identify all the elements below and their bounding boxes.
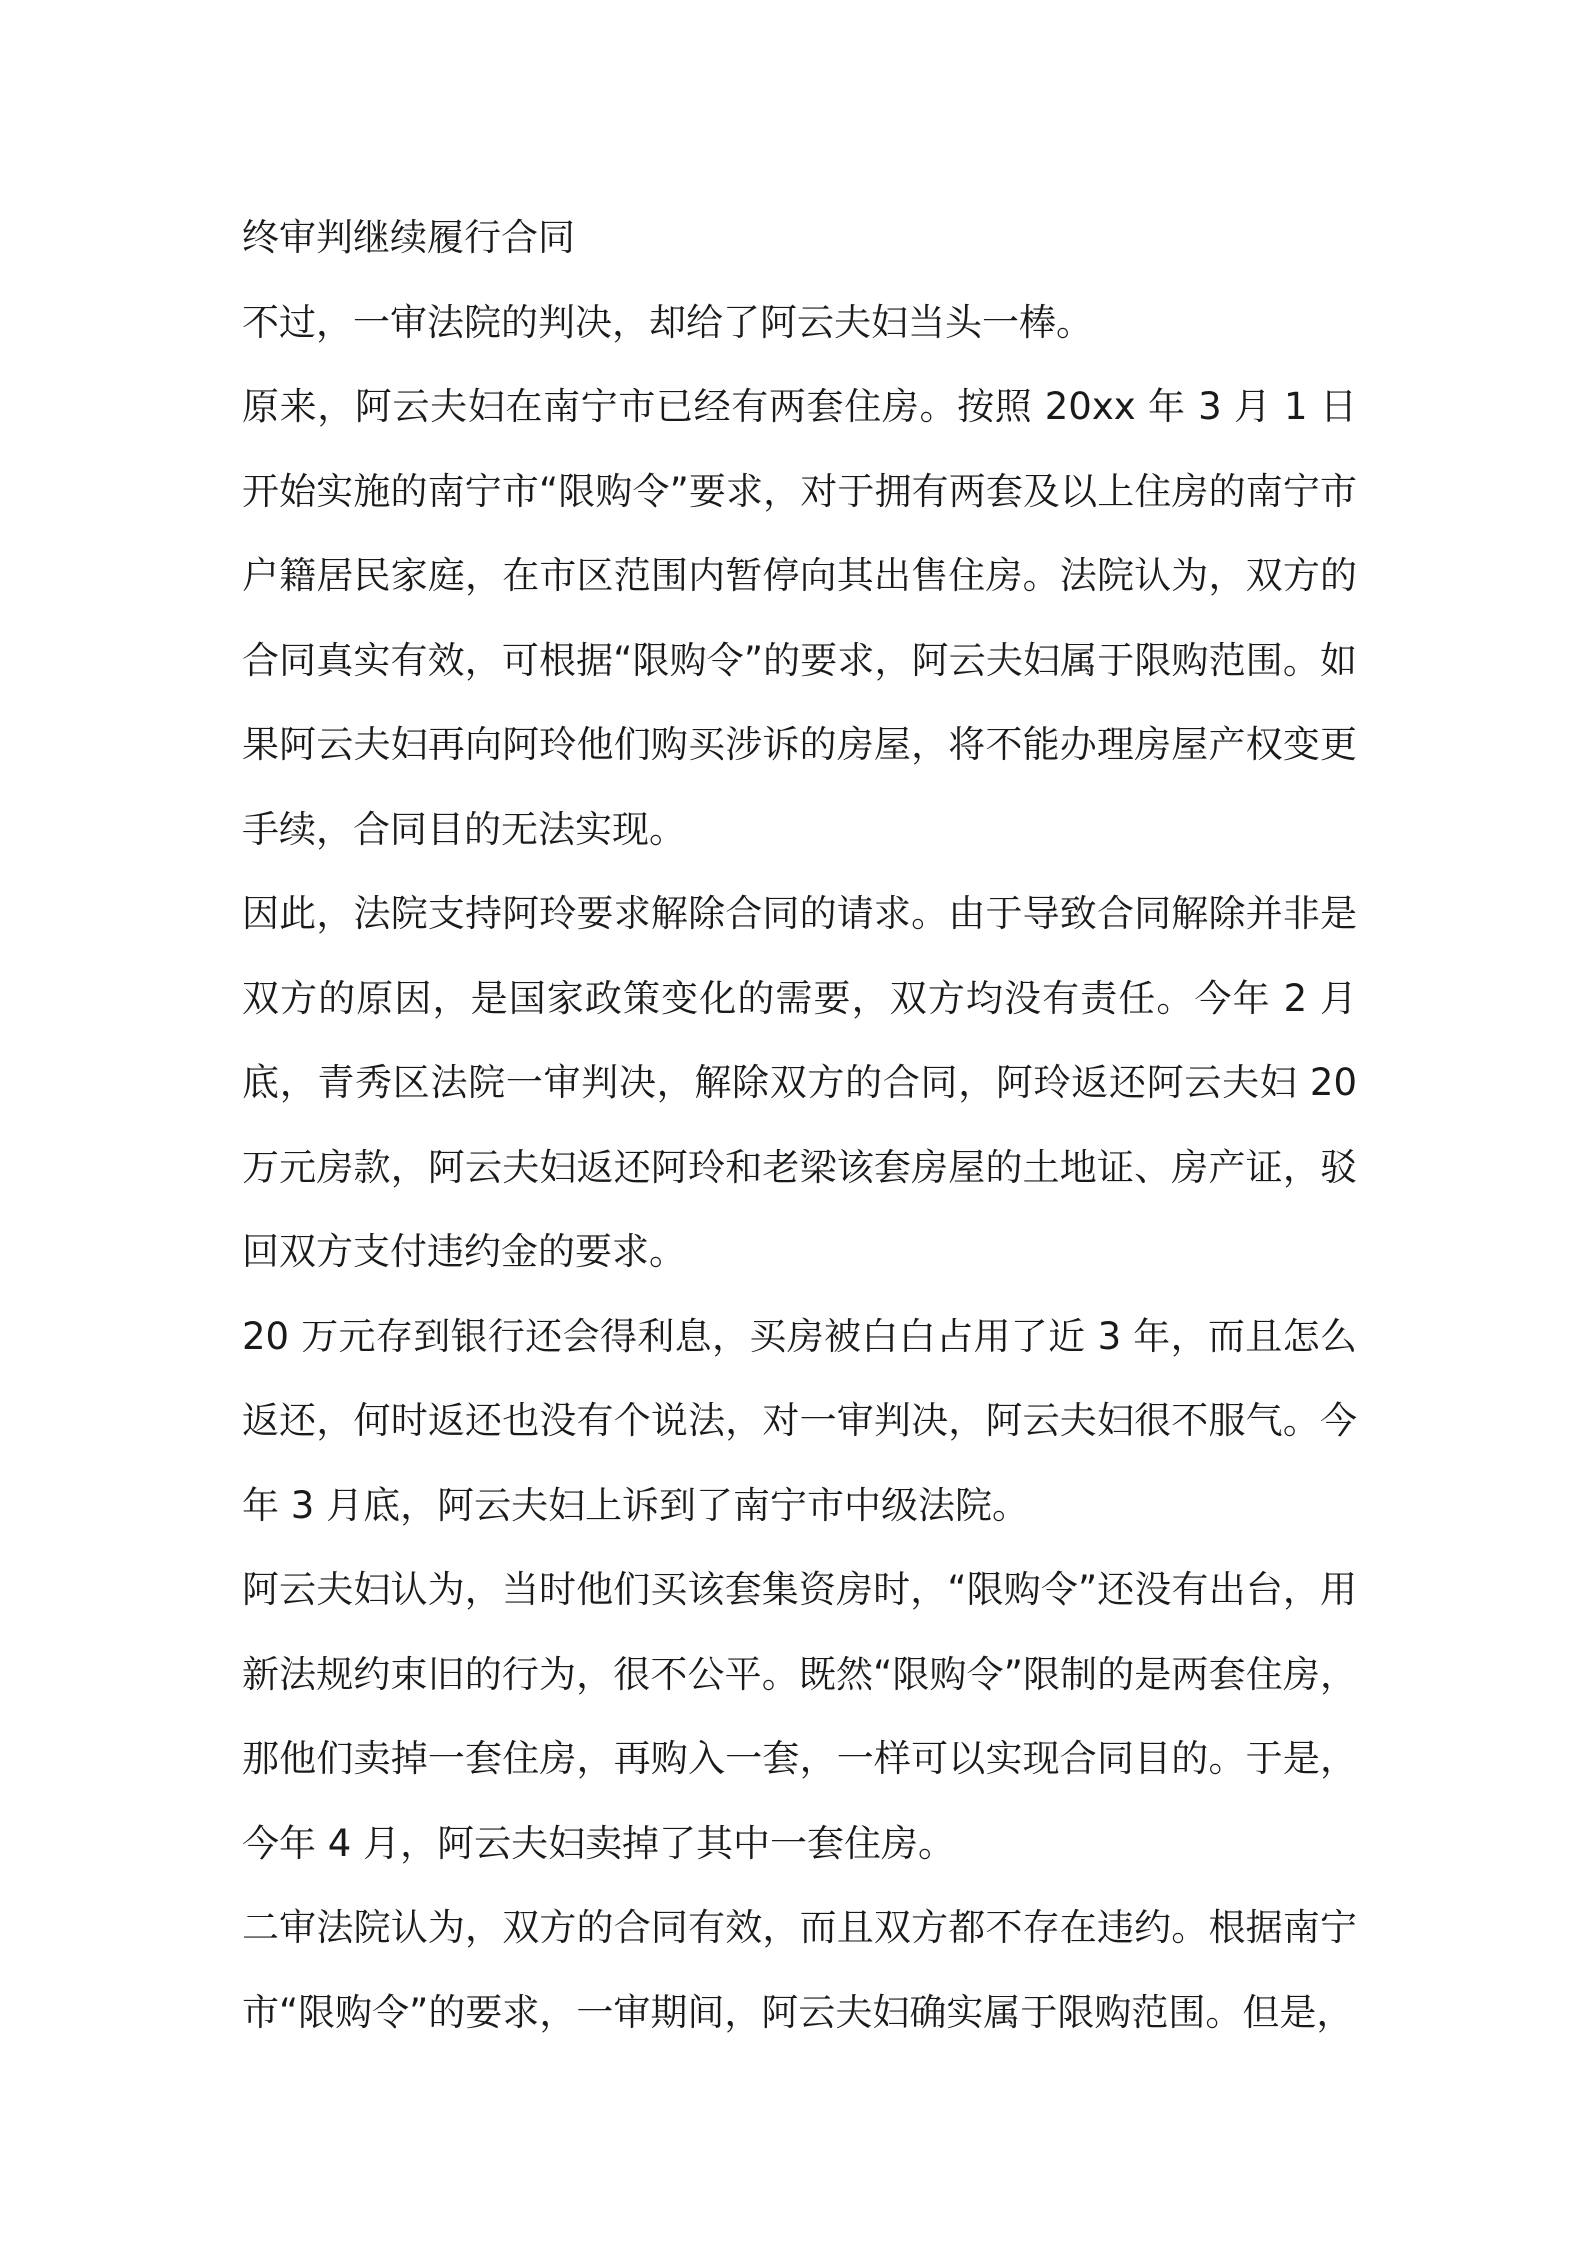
paragraph-3: 因此，法院支持阿玲要求解除合同的请求。由于导致合同解除并非是双方的原因，是国家政策变化的需要，双方均没有责任。今年 2 月底，青秀区法院一审判决，解除双方的合同，阿玲返还阿云夫妇 20 万元房款，阿云夫妇返还阿玲和老梁该套房屋的土地证、房产证，驳回双方支付违约金的要求。 xyxy=(242,892,1357,1273)
section-heading: 终审判继续履行合同 xyxy=(242,216,575,259)
paragraph-5: 阿云夫妇认为，当时他们买该套集资房时，“限购令”还没有出台，用新法规约束旧的行为，很不公平。既然“限购令”限制的是两套住房，那他们卖掉一套住房，再购入一套，一样可以实现合同目的。于是，今年 4 月，阿云夫妇卖掉了其中一套住房。 xyxy=(242,1568,1357,1865)
document-body xyxy=(242,196,1357,2055)
paragraph-1: 不过，一审法院的判决，却给了阿云夫妇当头一棒。 xyxy=(242,300,1093,344)
paragraph-4: 20 万元存到银行还会得利息，买房被白白占用了近 3 年，而且怎么返还，何时返还也没有个说法，对一审判决，阿云夫妇很不服气。今年 3 月底，阿云夫妇上诉到了南宁市中级法院。 xyxy=(242,1314,1357,1527)
paragraph-2: 原来，阿云夫妇在南宁市已经有两套住房。按照 20xx 年 3 月 1 日开始实施的南宁市“限购令”要求，对于拥有两套及以上住房的南宁市户籍居民家庭，在市区范围内暂停向其出售住房。法院认为，双方的合同真实有效，可根据“限购令”的要求，阿云夫妇属于限购范围。如果阿云夫妇再向阿玲他们购买涉诉的房屋，将不能办理房屋产权变更手续，合同目的无法实现。 xyxy=(242,385,1357,851)
paragraph-6: 二审法院认为，双方的合同有效，而且双方都不存在违约。根据南宁市“限购令”的要求，一审期间，阿云夫妇确实属于限购范围。但是， xyxy=(242,1906,1357,2034)
